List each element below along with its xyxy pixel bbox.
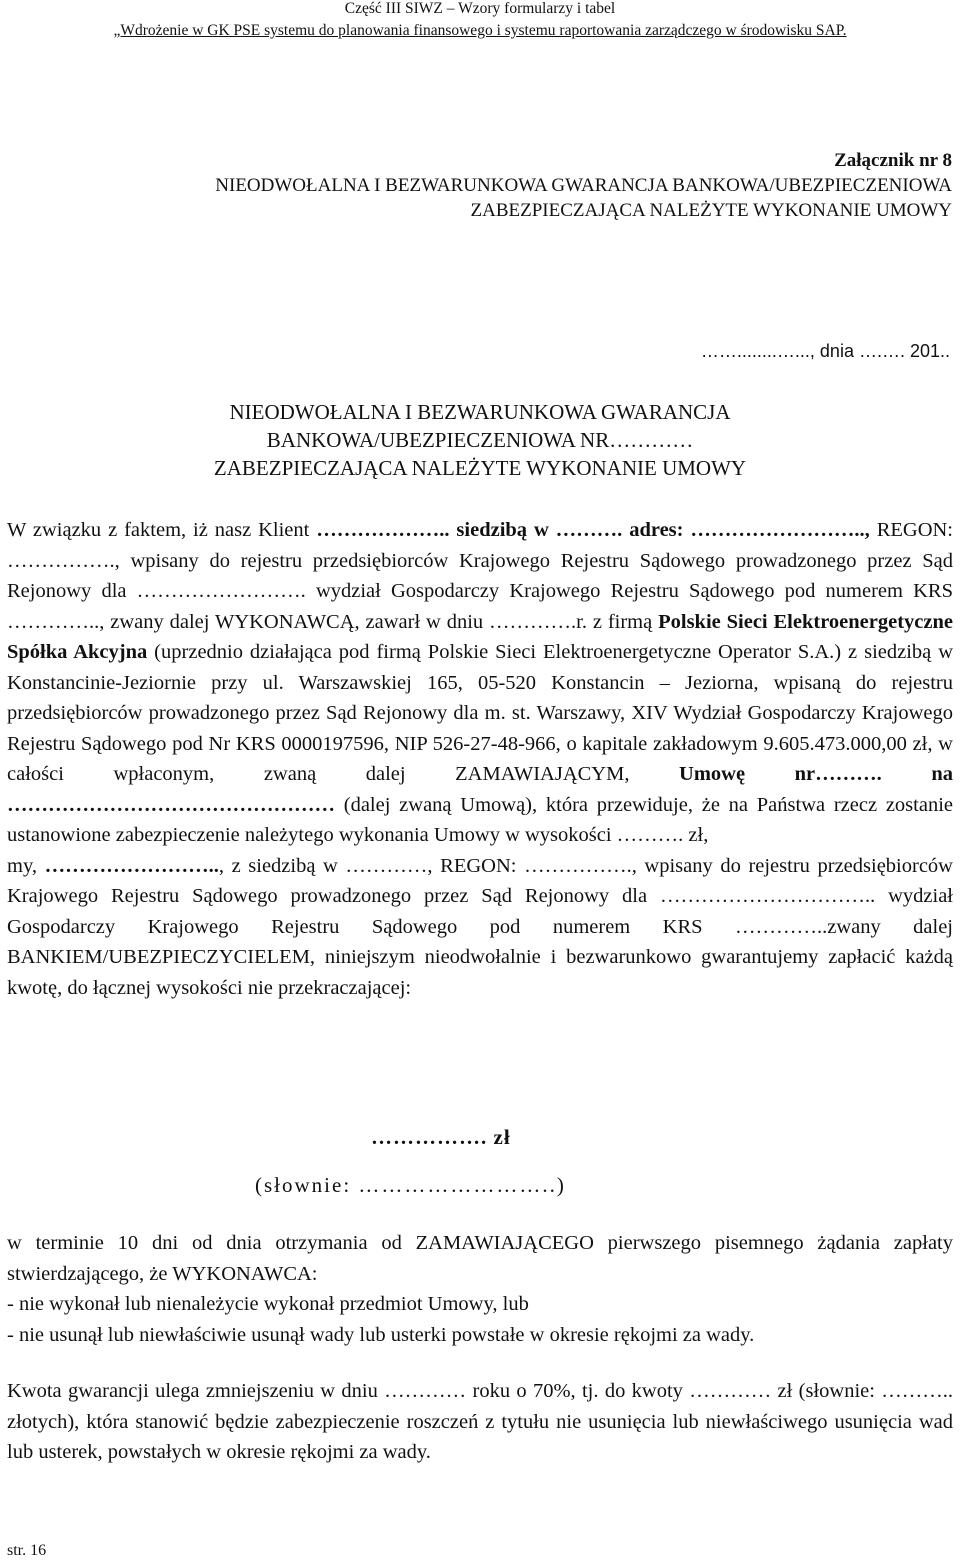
guarantee-main-paragraph [7,515,953,1003]
p1-text-g: (dalej zwaną Umową), która przewiduje, że na Państwa rzecz zostanie ustanowione zabezpieczenie należytego wykonania Umowy w wysokości ………. zł, [7,793,953,846]
payment-terms-text: w terminie 10 dni od dnia otrzymania od ZAMAWIAJĄCEGO pierwszego pisemnego żądania zapłaty stwierdzającego, że WYKONAWCA: [7,1232,953,1285]
p1-text-a: W związku z faktem, iż nasz Klient [7,519,317,541]
p1-text-h: my, [7,854,45,877]
guarantee-title-line1: NIEODWOŁALNA I BEZWARUNKOWA GWARANCJA [229,400,731,424]
document-header-subtitle: „Wdrożenie w GK PSE systemu do planowania finansowego i systemu raportowania zarządczego w środowisku SAP. [113,22,847,39]
p1-client-details: ……………….. siedzibą w ………. adres: …………………….., [316,519,870,541]
payment-terms-paragraph [7,1228,953,1350]
p1-text-e: (uprzednio działająca pod firmą Polskie Sieci Elektroenergetyczne Operator S.A.) z siedzibą w Konstancinie-Jeziornie przy ul. Warszawskiej 165, 05-520 Konstancin – Jeziorna, wpisaną do rejestru przedsiębiorców prowadzonego przez Sąd Rejonowy dla m. st. Warszawy, XIV Wydział Gospodarczy Krajowego Rejestru Sądowego pod Nr KRS 0000197596, NIP 526-27-48-966, o kapitale zakładowym 9.605.473.000,00 zł, w całości wpłaconym, zwaną dalej ZAMAWIAJĄCYM, [7,641,954,785]
p1-company-name: Polskie Sieci Elektroenergetyczne Spółka Akcyjna [7,610,953,663]
page-number: str. 16 [7,1542,47,1559]
date-line: ……........…..., dnia ….…. 201.. [700,341,950,361]
guarantee-title-line3: ZABEZPIECZAJĄCA NALEŻYTE WYKONANIE UMOWY [213,456,747,480]
p1-contract-number: Umowę nr………. na ………………………………………… [7,763,954,816]
condition-item-1: - nie wykonał lub nienależycie wykonał przedmiot Umowy, lub [7,1293,529,1315]
condition-item-2: - nie usunął lub niewłaściwie usunął wady lub usterki powstałe w okresie rękojmi za wady. [7,1323,755,1346]
document-header-title: Część III SIWZ – Wzory formularzy i tabel [344,0,616,17]
annex-title-line2: ZABEZPIECZAJĄCA NALEŻYTE WYKONANIE UMOWY [470,200,952,221]
annex-title-line1: NIEODWOŁALNA I BEZWARUNKOWA GWARANCJA BANKOWA/UBEZPIECZENIOWA [215,175,952,196]
guarantee-title-line2: BANKOWA/UBEZPIECZENIOWA NR………… [266,428,694,452]
guarantee-amount: ……………. zł [371,1125,511,1149]
annex-label: Załącznik nr 8 [834,150,952,171]
reduction-paragraph: Kwota gwarancji ulega zmniejszeniu w dniu ………… roku o 70%, tj. do kwoty ………… zł (słownie: ……….. złotych), która stanowić będzie zabezpieczenie roszczeń z tytułu nie usunięcia lub niewłaściwego usunięcia wad lub usterek, powstałych w okresie rękojmi za wady. [7,1380,953,1463]
p1-text-j: , z siedzibą w …………, REGON: ……………., wpisany do rejestru przedsiębiorców Krajowego Rejestru Sądowego prowadzonego przez Sąd Rejonowy dla ………………………….. wydział Gospodarczy Krajowego Rejestru Sądowego pod numerem KRS …………..zwany dalej BANKIEM/UBEZPIECZYCIELEM, niniejszym nieodwołalnie i bezwarunkowo gwarantujemy zapłacić każdą kwotę, do łącznej wysokości nie przekraczającej: [7,854,953,999]
guarantee-amount-words: (słownie: ……………………..) [255,1173,566,1197]
p1-guarantor-name: …………………….. [44,854,219,877]
p1-text-c: REGON: ……………., wpisany do rejestru przedsiębiorców Krajowego Rejestru Sądowego prowadzonego przez Sąd Rejonowy dla ……………………. wydział Gospodarczy Krajowego Rejestru Sądowego pod numerem KRS ………….., zwany dalej WYKONAWCĄ, zawarł w dniu ………….r. z firmą [7,519,953,633]
